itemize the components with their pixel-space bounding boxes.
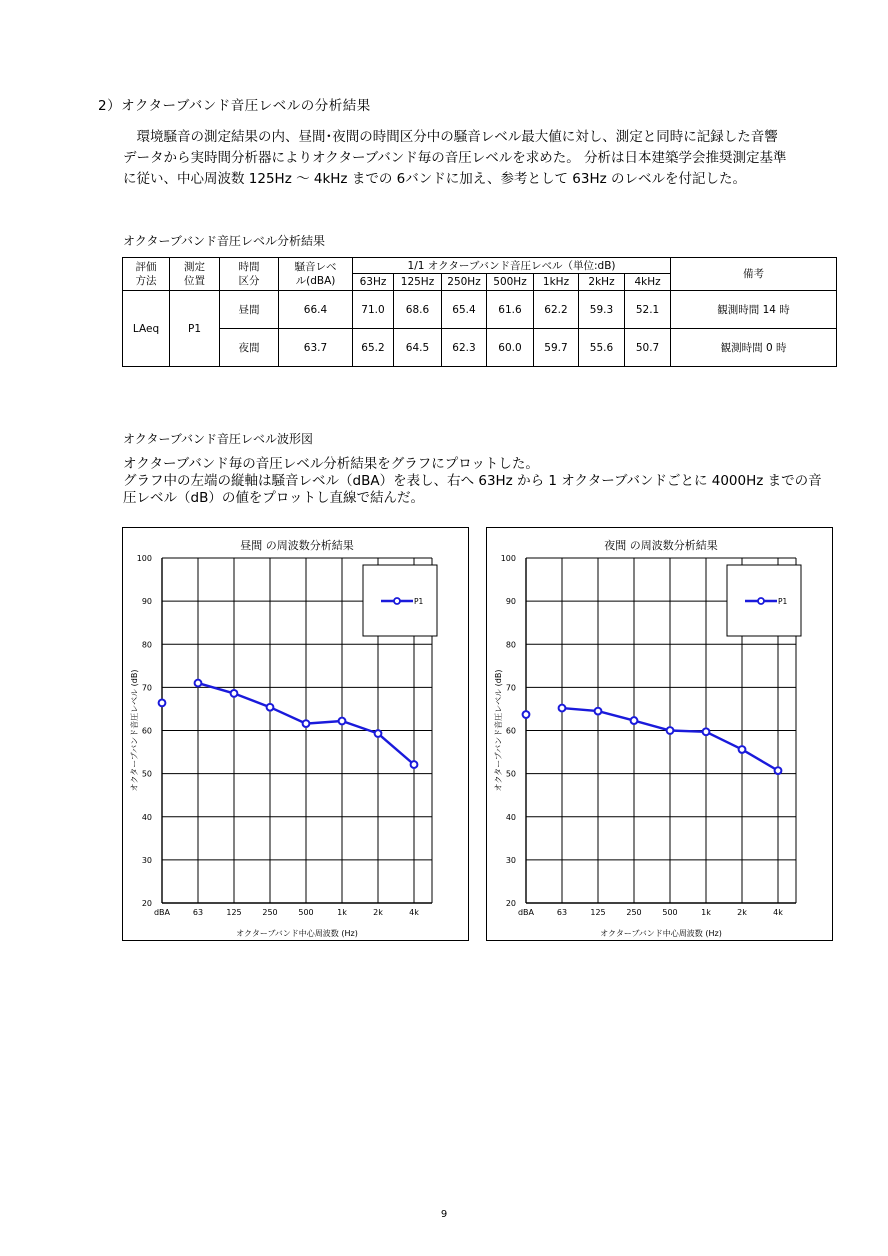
cell-remark: 観測時間 0 時: [671, 329, 837, 367]
cell-dba: 66.4: [279, 291, 353, 329]
x-tick-label: 500: [298, 908, 314, 917]
cell-band: 52.1: [625, 291, 671, 329]
cell-band: 64.5: [394, 329, 442, 367]
x-tick-label: 1k: [337, 908, 347, 917]
page-number: 9: [440, 1209, 448, 1220]
y-tick-label: 20: [505, 899, 516, 908]
y-tick-label: 40: [141, 812, 152, 822]
section-heading: 2）オクターブバンド音圧レベルの分析結果: [98, 98, 371, 114]
data-point: [303, 720, 310, 727]
table-row: [123, 329, 837, 367]
y-axis-label: オクターブバンド音圧レベル (dB): [494, 669, 503, 792]
data-point: [559, 705, 566, 712]
cell-position: P1: [170, 291, 220, 367]
data-point: [631, 717, 638, 724]
intro-line: に従い、中心周波数 125Hz ～ 4kHz までの 6バンドに加え、参考として 63Hz のレベルを付記した。: [123, 171, 747, 187]
y-tick-label: 50: [141, 769, 152, 779]
header-band: 63Hz: [353, 274, 394, 291]
x-tick-label: 2k: [737, 908, 747, 917]
x-tick-label: 4k: [409, 908, 419, 917]
intro-paragraph: [123, 127, 843, 190]
intro-line: 環境騒音の測定結果の内、昼間･夜間の時間区分中の騒音レベル最大値に対し、測定と同時に記録した音響: [123, 129, 778, 145]
cell-band: 62.3: [442, 329, 487, 367]
y-tick-label: 40: [505, 812, 516, 822]
octave-band-results-table: [122, 257, 837, 367]
header-period: 時間 区分: [220, 258, 279, 291]
x-tick-label: 63: [192, 908, 204, 917]
data-point: [231, 690, 238, 697]
x-axis-label: オクターブバンド中心周波数 (Hz): [600, 929, 722, 938]
header-position: 測定 位置: [170, 258, 220, 291]
x-tick-label: 125: [590, 908, 606, 917]
y-tick-label: 90: [141, 597, 152, 607]
cell-dba: 63.7: [279, 329, 353, 367]
cell-remark: 観測時間 14 時: [671, 291, 837, 329]
y-axis-label: オクターブバンド音圧レベル (dB): [130, 669, 139, 792]
y-tick-label: 60: [141, 726, 152, 736]
y-tick-label: 30: [141, 855, 152, 865]
header-band: 1kHz: [534, 274, 579, 291]
x-tick-label: dBA: [517, 908, 535, 917]
y-tick-label: 60: [505, 726, 516, 736]
header-band: 500Hz: [487, 274, 534, 291]
y-tick-label: 30: [505, 855, 516, 865]
data-point: [375, 730, 382, 737]
daytime-chart-svg: [123, 528, 470, 942]
data-point: [775, 767, 782, 774]
data-point: [595, 708, 602, 715]
cell-band: 62.2: [534, 291, 579, 329]
x-tick-label: 4k: [773, 908, 783, 917]
cell-band: 65.4: [442, 291, 487, 329]
data-point: [339, 718, 346, 725]
y-tick-label: 100: [136, 554, 152, 563]
y-tick-label: 80: [505, 640, 516, 650]
dba-marker: [159, 700, 166, 707]
x-axis-label: オクターブバンド中心周波数 (Hz): [236, 929, 358, 938]
table-row: [123, 291, 837, 329]
table-title: オクターブバンド音圧レベル分析結果: [123, 234, 325, 248]
x-tick-label: 63: [556, 908, 568, 917]
y-tick-label: 90: [505, 597, 516, 607]
x-tick-label: dBA: [153, 908, 171, 917]
x-tick-label: 250: [626, 908, 642, 917]
data-point: [411, 761, 418, 768]
chart-title: 夜間 の周波数分析結果: [604, 539, 718, 552]
cell-period: 昼間: [220, 291, 279, 329]
data-point: [739, 746, 746, 753]
header-band: 250Hz: [442, 274, 487, 291]
cell-band: 59.7: [534, 329, 579, 367]
legend-label: P1: [778, 597, 788, 606]
data-point: [667, 727, 674, 734]
header-remarks: 備考: [671, 258, 837, 291]
legend-label: P1: [414, 597, 424, 606]
waveform-title: オクターブバンド音圧レベル波形図: [123, 432, 313, 446]
header-band: 4kHz: [625, 274, 671, 291]
cell-band: 59.3: [579, 291, 625, 329]
y-tick-label: 80: [141, 640, 152, 650]
data-point: [267, 704, 274, 711]
intro-line: データから実時間分析器によりオクターブバンド毎の音圧レベルを求めた。 分析は日本建築学会推奨測定基準: [123, 150, 787, 166]
y-tick-label: 70: [505, 683, 516, 693]
y-tick-label: 50: [505, 769, 516, 779]
y-tick-label: 20: [141, 899, 152, 908]
cell-band: 68.6: [394, 291, 442, 329]
legend-marker: [394, 598, 400, 604]
graph-line: グラフ中の左端の縦軸は騒音レベル（dBA）を表し、右へ 63Hz から 1 オクターブバンドごとに 4000Hz までの音: [123, 473, 822, 489]
header-octave-group: 1/1 オクターブバンド音圧レベル（単位:dB): [353, 258, 671, 274]
nighttime-chart-svg: [487, 528, 834, 942]
x-tick-label: 500: [662, 908, 678, 917]
chart-title: 昼間 の周波数分析結果: [240, 539, 354, 552]
cell-period: 夜間: [220, 329, 279, 367]
cell-method: LAeq: [123, 291, 170, 367]
cell-band: 60.0: [487, 329, 534, 367]
x-tick-label: 1k: [701, 908, 711, 917]
cell-band: 50.7: [625, 329, 671, 367]
cell-band: 55.6: [579, 329, 625, 367]
x-tick-label: 2k: [373, 908, 383, 917]
header-noise-level: 騒音レベ ル(dBA): [279, 258, 353, 291]
cell-band: 65.2: [353, 329, 394, 367]
x-tick-label: 125: [226, 908, 242, 917]
header-band: 2kHz: [579, 274, 625, 291]
header-band: 125Hz: [394, 274, 442, 291]
graph-line: オクターブバンド毎の音圧レベル分析結果をグラフにプロットした。: [123, 456, 539, 472]
graph-paragraph: [123, 456, 843, 507]
cell-band: 61.6: [487, 291, 534, 329]
header-method: 評価 方法: [123, 258, 170, 291]
nighttime-frequency-chart: [486, 527, 833, 941]
graph-line: 圧レベル（dB）の値をプロットし直線で結んだ。: [123, 490, 425, 506]
y-tick-label: 100: [500, 554, 516, 563]
legend-marker: [758, 598, 764, 604]
y-tick-label: 70: [141, 683, 152, 693]
dba-marker: [523, 711, 530, 718]
x-tick-label: 250: [262, 908, 278, 917]
data-point: [703, 728, 710, 735]
data-point: [195, 680, 202, 687]
daytime-frequency-chart: [122, 527, 469, 941]
cell-band: 71.0: [353, 291, 394, 329]
